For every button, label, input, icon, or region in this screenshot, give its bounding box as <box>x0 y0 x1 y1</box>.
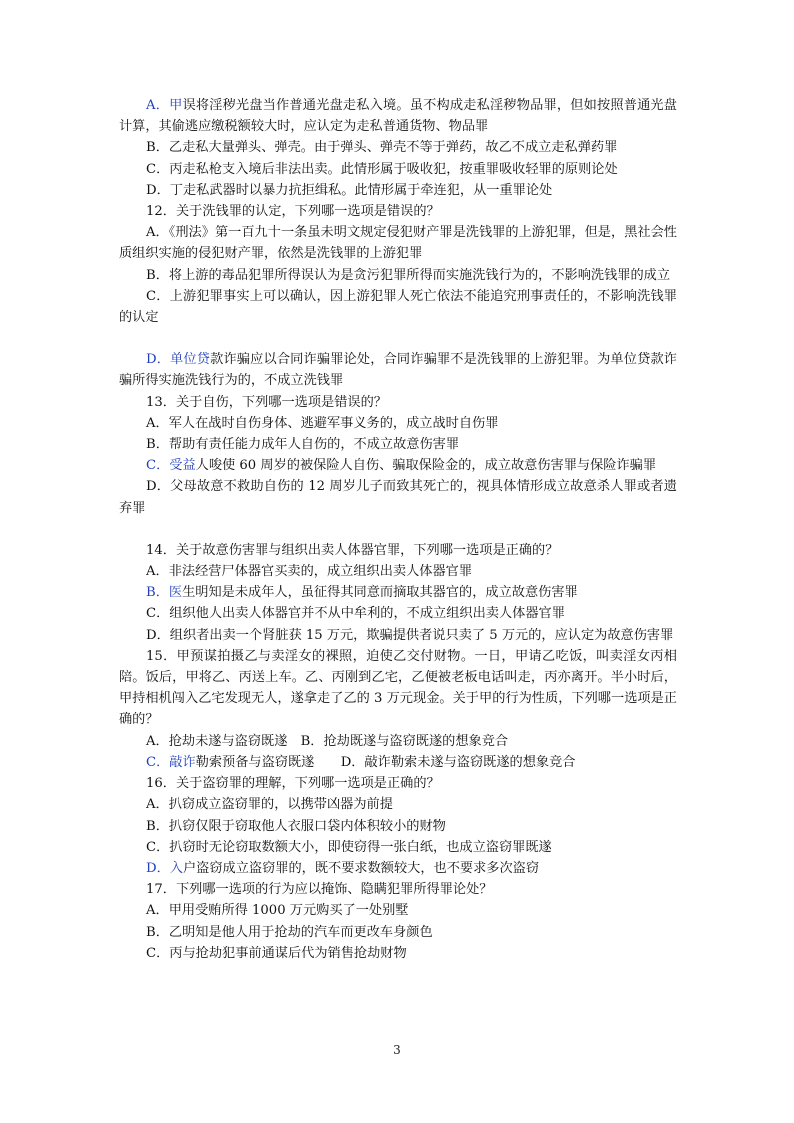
text-line <box>119 816 677 837</box>
text-line <box>119 455 677 476</box>
text-line <box>119 95 677 137</box>
line-text: 误将淫秽光盘当作普通光盘走私入境。虽不构成走私淫秽物品罪，但如按照普通光盘计算，其偷逃应缴税额较大时，应认定为走私普通货物、物品罪 <box>119 98 677 135</box>
text-line <box>119 137 677 158</box>
line-text: D．父母故意不救助自伤的 12 周岁儿子而致其死亡的，视具体情形成立故意杀人罪或者遗弃罪 <box>119 479 677 516</box>
line-text: 户盗窃成立盗窃罪的，既不要求数额较大，也不要求多次盗窃 <box>182 860 540 876</box>
page-number: 3 <box>393 1043 401 1057</box>
paragraph-gap <box>119 519 677 540</box>
line-text: C．上游犯罪事实上可以确认，因上游犯罪人死亡依法不能追究刑事责任的，不影响洗钱罪的认定 <box>119 288 677 326</box>
text-line <box>119 603 677 624</box>
line-text: A．甲用受贿所得 1000 万元购买了一处别墅 <box>146 903 409 919</box>
text-line <box>119 837 677 858</box>
text-line <box>119 773 677 794</box>
line-text: C．丙与抢劫犯事前通谋后代为销售抢劫财物 <box>146 945 407 961</box>
highlighted-prefix: A．甲 <box>146 98 183 113</box>
text-line <box>119 392 677 413</box>
text-line <box>119 201 677 222</box>
line-text: A．非法经营尸体器官买卖的，成立组织出卖人体器官罪 <box>146 564 473 580</box>
text-line <box>119 900 677 921</box>
line-text: B．乙明知是他人用于抢劫的汽车而更改车身颜色 <box>146 924 433 940</box>
text-line <box>119 879 677 900</box>
text-line <box>119 476 677 518</box>
line-text: D．丁走私武器时以暴力抗拒缉私。此情形属于牵连犯，从一重罪论处 <box>146 182 553 198</box>
line-text: A．军人在战时自伤身体、逃避军事义务的，成立战时自伤罪 <box>146 415 499 431</box>
line-text: 16．关于盗窃罪的理解，下列哪一选项是正确的？ <box>146 776 440 792</box>
line-text: D．组织者出卖一个肾脏获 15 万元，欺骗提供者说只卖了 5 万元的，应认定为故意伤害罪 <box>146 627 674 643</box>
text-line <box>119 159 677 180</box>
line-text: 人唆使 60 周岁的被保险人自伤、骗取保险金的，成立故意伤害罪与保险诈骗罪 <box>195 458 657 474</box>
line-text: 勒索预备与盗窃既遂 D．敲诈勒索未遂与盗窃既遂的想象竞合 <box>195 754 576 770</box>
highlighted-prefix: C．受益 <box>146 458 196 474</box>
text-line <box>119 731 677 752</box>
line-text: 款诈骗应以合同诈骗罪论处，合同诈骗罪不是洗钱罪的上游犯罪。为单位贷款诈骗所得实施洗钱行为的，不成立洗钱罪 <box>119 352 677 389</box>
line-text: 15．甲预谋拍摄乙与卖淫女的裸照，迫使乙交付财物。一日，甲请乙吃饭，叫卖淫女丙相陪。饭后，甲将乙、丙送上车。乙、丙刚到乙宅，乙便被老板电话叫走，丙亦离开。半小时后，甲持相机闯入乙宅发现无人，遂拿走了乙的 3 万元现金。关于甲的行为性质，下列哪一选项是正确的？ <box>119 648 677 728</box>
line-text: C．组织他人出卖人体器官并不从中牟利的，不成立组织出卖人体器官罪 <box>146 606 565 622</box>
line-text: 17．下列哪一选项的行为应以掩饰、隐瞒犯罪所得罪论处？ <box>146 882 493 898</box>
line-text: 13．关于自伤，下列哪一选项是错误的？ <box>146 394 387 410</box>
line-text: 生明知是未成年人，虽征得其同意而摘取其器官的，成立故意伤害罪 <box>182 585 578 601</box>
text-line <box>119 752 677 773</box>
page-content <box>119 95 677 964</box>
line-text: 12．关于洗钱罪的认定，下列哪一选项是错误的？ <box>146 204 440 220</box>
text-line <box>119 582 677 603</box>
line-text: C．丙走私枪支入境后非法出卖。此情形属于吸收犯，按重罪吸收轻罪的原则论处 <box>146 161 618 177</box>
line-text: B．扒窃仅限于窃取他人衣服口袋内体积较小的财物 <box>146 818 446 834</box>
text-line <box>119 858 677 879</box>
text-line <box>119 180 677 201</box>
line-text: A．抢劫未遂与盗窃既遂 B．抢劫既遂与盗窃既遂的想象竞合 <box>146 733 509 749</box>
paragraph-gap <box>119 328 677 349</box>
line-text: B．乙走私大量弹头、弹壳。由于弹头、弹壳不等于弹药，故乙不成立走私弹药罪 <box>146 140 618 156</box>
text-line <box>119 943 677 964</box>
text-line <box>119 222 677 264</box>
line-text: B．将上游的毒品犯罪所得误认为是贪污犯罪所得而实施洗钱行为的，不影响洗钱罪的成立 <box>146 267 670 283</box>
line-text: 14．关于故意伤害罪与组织出卖人体器官罪，下列哪一选项是正确的？ <box>146 542 559 558</box>
text-line <box>119 625 677 646</box>
highlighted-prefix: D．单位贷 <box>146 352 211 368</box>
text-line <box>119 434 677 455</box>
highlighted-prefix: C．敲诈 <box>146 754 196 770</box>
text-line <box>119 794 677 815</box>
text-line <box>119 265 677 286</box>
text-line <box>119 561 677 582</box>
text-line <box>119 413 677 434</box>
highlighted-prefix: D．入 <box>146 860 183 876</box>
line-text: B．帮助有责任能力成年人自伤的，不成立故意伤害罪 <box>146 437 460 453</box>
text-line <box>119 349 677 391</box>
highlighted-prefix: B．医 <box>146 585 183 601</box>
text-line <box>119 540 677 561</box>
line-text: A．扒窃成立盗窃罪的，以携带凶器为前提 <box>146 797 393 813</box>
text-line <box>119 646 677 731</box>
line-text: A．《刑法》第一百九十一条虽未明文规定侵犯财产罪是洗钱罪的上游犯罪，但是，黑社会性质组织实施的侵犯财产罪，依然是洗钱罪的上游犯罪 <box>119 225 677 262</box>
line-text: C．扒窃时无论窃取数额大小，即使窃得一张白纸，也成立盗窃罪既遂 <box>146 839 552 855</box>
text-line <box>119 286 677 328</box>
text-line <box>119 922 677 943</box>
